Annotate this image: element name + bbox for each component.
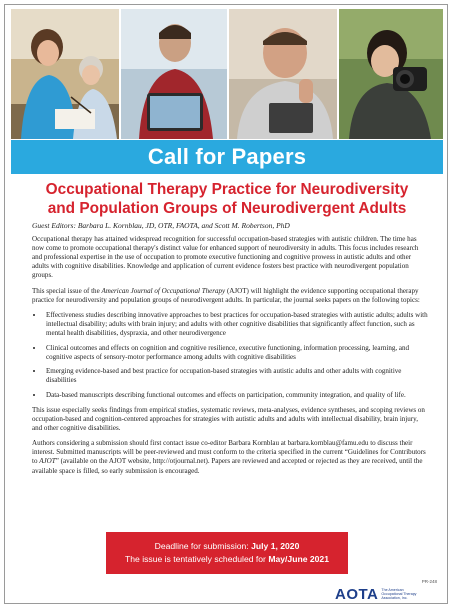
body-text xyxy=(32,221,428,482)
deadline-line: Deadline for submission: July 1, 2020 xyxy=(154,541,300,551)
topic-item: • Clinical outcomes and effects on cognition and cognitive resilience, executive functioning, information processing, learning, and cognitive aspects of sensory-motor performance among adults with cognitive disabilities xyxy=(44,344,428,362)
schedule-date: May/June 2021 xyxy=(268,554,329,564)
document-code: PR-248 xyxy=(421,579,437,584)
photo-woman-with-camera xyxy=(339,9,443,139)
topics-list xyxy=(32,311,428,400)
topic-item: • Data-based manuscripts describing functional outcomes and effects on participation, community integration, and quality of life. xyxy=(44,391,428,400)
topic-item: • Emerging evidence-based and best practice for occupation-based strategies with autistic adults and other adults with cognitive disabilities xyxy=(44,367,428,385)
submission-paragraph: Authors considering a submission should first contact issue co-editor Barbara Kornblau at barbara.kornblau@famu.edu to discuss their interest. Submitted manuscripts will be peer-reviewed and must conform to the criteria specified in the current “Guidelines for Contributors to AJOT” (available on the AJOT website, http://otjournal.net). Papers are reviewed and accepted or rejected as they are received, until the available space is filled, so early submission is encouraged. xyxy=(32,439,426,475)
topic-item: • Effectiveness studies describing innovative approaches to best practices for occupation-based strategies with autistic adults; adults with intellectual disability; adults with brain injury; and adults with other cognitive disabilities that significantly affect function, such as mental health disabilities, dyspraxia, and other neurodivergence xyxy=(44,311,428,338)
photo-women-painting xyxy=(11,9,119,139)
findings-paragraph: This issue especially seeks findings from empirical studies, systematic reviews, meta-analyses, evidence syntheses, and scoping reviews on occupation-based and cognition-centered approaches for strategies with autistic adults and adults with intellectual disability, brain injury, and other cognitive disabilities. xyxy=(32,406,425,433)
guest-editors: Guest Editors: Barbara L. Kornblau, JD, OTR, FAOTA, and Scott M. Robertson, PhD xyxy=(32,221,290,230)
issue-title xyxy=(11,180,443,218)
aota-logo xyxy=(335,585,425,603)
deadline-box xyxy=(106,532,348,574)
logo-tagline: The American Occupational Therapy Association, Inc. xyxy=(381,587,417,601)
deadline-date: July 1, 2020 xyxy=(251,541,300,551)
logo-wordmark: AOTA xyxy=(335,585,379,603)
schedule-line: The issue is tentatively scheduled for May/June 2021 xyxy=(125,554,329,564)
flyer-page xyxy=(4,4,448,604)
photo-strip xyxy=(11,9,443,139)
title-line-2: and Population Groups of Neurodivergent Adults xyxy=(47,200,407,217)
photo-man-with-tablet xyxy=(121,9,227,139)
intro-paragraph: Occupational therapy has attained widespread recognition for successful occupation-based strategies with autistic children. The time has now come to promote occupational therapy's distinct value for enhanced support of neurodiversity in adults. This focus includes research and professional expertise in the use of occupation to promote executive functioning and cognitive prowess in autistic adults and other adults with cognitive disabilities. Knowledge and application of current evidence fosters best practice with neurodivergent population groups. xyxy=(32,235,419,280)
journal-abbrev: AJOT xyxy=(39,457,56,466)
journal-paragraph: This special issue of the American Journal of Occupational Therapy (AJOT) will highlight the evidence supporting occupational therapy practice for neurodiversity and population groups of neurodivergent adults. In particular, the journal seeks papers on the following topics: xyxy=(32,286,420,304)
call-for-papers-banner: Call for Papers xyxy=(11,140,443,174)
title-line-1: Occupational Therapy Practice for Neurodiversity xyxy=(45,181,409,198)
photo-man-smiling xyxy=(229,9,337,139)
journal-name: American Journal of Occupational Therapy xyxy=(101,286,226,295)
